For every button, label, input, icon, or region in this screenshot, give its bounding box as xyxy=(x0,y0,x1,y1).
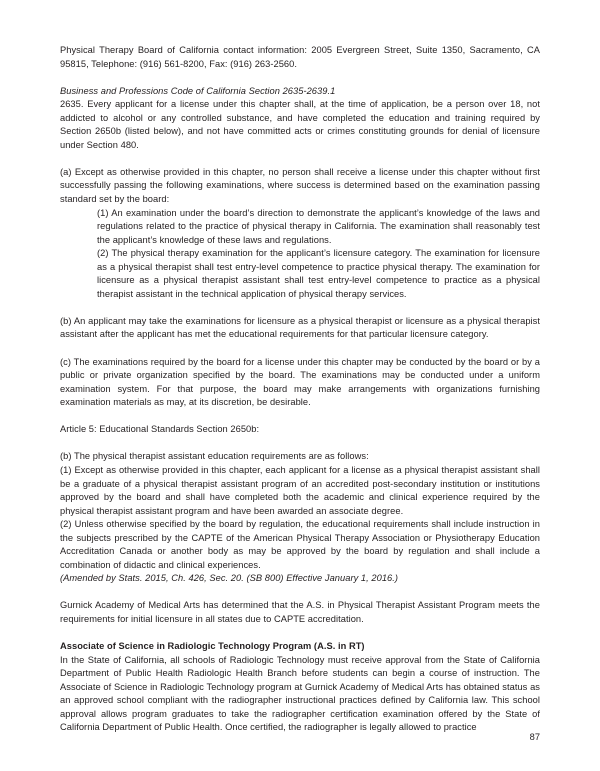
paragraph-amendment-note: (Amended by Stats. 2015, Ch. 426, Sec. 20. (SB 800) Effective January 1, 2016.) xyxy=(60,573,399,584)
heading-article-5: Article 5: Educational Standards Section 2650b: xyxy=(60,424,260,435)
heading-bpc-section: Business and Professions Code of California Section 2635-2639.1 xyxy=(60,85,336,96)
paragraph-pta-education-b-2: (2) Unless otherwise specified by the board by regulation, the educational requirements shall include instruction in the subjects prescribed by the CAPTE of the American Physical Therapy Association or Physiotherapy Education Accreditation Canada or another body as may be approved by the board by regulation and shall include a combination of didactic and clinical experiences. xyxy=(60,519,540,570)
paragraph-contact-info: Physical Therapy Board of California contact information: 2005 Evergreen Street, Suite 1350, Sacramento, CA 95815, Telephone: (916) 561-8200, Fax: (916) 263-2560. xyxy=(60,45,540,69)
paragraph-spacer xyxy=(60,71,540,85)
heading-rt-program: Associate of Science in Radiologic Technology Program (A.S. in RT) xyxy=(60,641,365,652)
paragraph-spacer xyxy=(60,627,540,641)
paragraph-pta-education-b-1: (1) Except as otherwise provided in this chapter, each applicant for a license as a physical therapist assistant shall be a graduate of a physical therapist assistant program of an accredited post-secondary institution or institutions approved by the board and shall have completed both the academic and clinical experience required by the physical therapist assistant program and have been awarded an associate degree. xyxy=(60,464,540,516)
paragraph-pta-education-b: (b) The physical therapist assistant education requirements are as follows: xyxy=(60,451,369,462)
paragraph-subsection-b: (b) An applicant may take the examinations for licensure as a physical therapist or licensure as a physical therapist assistant after the applicant has met the educational requirements for that particular licensure category. xyxy=(60,315,540,340)
paragraph-rt-program-body: In the State of California, all schools of Radiologic Technology must receive approval from the State of California Department of Public Health Radiologic Health Branch before students can begin a course of instruction. The Associate of Science in Radiologic Technology program at Gurnick Academy of Medical Arts has obtained status as an approved school compliant with the radiographer instructional practices defined by California law. This school approval allows program graduates to take the radiographer certification examination offered by the State of California Department of Public Health. Once certified, the radiographer is legally allowed to practice xyxy=(60,654,540,733)
paragraph-section-2635: 2635. Every applicant for a license under this chapter shall, at the time of application, be a person over 18, not addicted to alcohol or any controlled substance, and have completed the education and training required by Section 2650b (listed below), and not have committed acts or crimes constituting grounds for denial of licensure under Section 480. xyxy=(60,99,540,150)
paragraph-spacer xyxy=(60,586,540,600)
paragraph-subsection-a-1: (1) An examination under the board’s direction to demonstrate the applicant’s knowledge of the laws and regulations related to the practice of physical therapy in California. The examination shall reasonably test the applicant’s knowledge of these laws and regulations. xyxy=(97,207,540,245)
document-body xyxy=(60,44,540,735)
paragraph-subsection-a: (a) Except as otherwise provided in this chapter, no person shall receive a license under this chapter without first successfully passing the following examinations, where success is determined based on the examination passing standard set by the board: xyxy=(60,166,540,205)
paragraph-subsection-c: (c) The examinations required by the board for a license under this chapter may be conducted by the board or by a public or private organization specified by the board. The examinations may be conducted under a uniform examination system. For that purpose, the board may make arrangements with organizations furnishing examination materials as may, at its discretion, be desirable. xyxy=(60,356,540,408)
paragraph-spacer xyxy=(60,437,540,451)
paragraph-gurnick-pta-note: Gurnick Academy of Medical Arts has determined that the A.S. in Physical Therapist Assistant Program meets the requirements for initial licensure in all states due to CAPTE accreditation. xyxy=(60,600,540,624)
paragraph-spacer xyxy=(60,410,540,424)
paragraph-spacer xyxy=(60,301,540,315)
paragraph-spacer xyxy=(60,152,540,166)
paragraph-spacer xyxy=(60,342,540,356)
paragraph-subsection-a-2: (2) The physical therapy examination for the applicant’s licensure category. The examination for licensure as a physical therapist shall test entry-level competence to practice physical therapy. The examination for licensure as a physical therapist assistant shall test entry-level competence to practice as a physical therapist assistant in the technical application of physical therapy services. xyxy=(97,248,540,299)
page-number: 87 xyxy=(529,732,540,742)
